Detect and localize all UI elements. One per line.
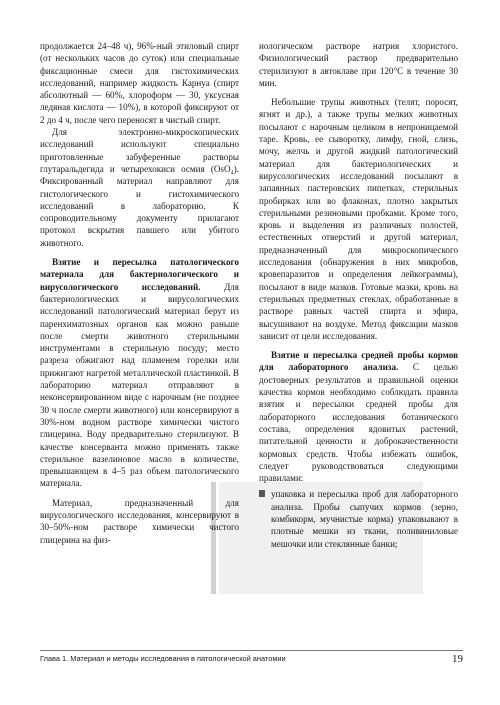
right-column <box>259 40 458 550</box>
left-column <box>40 40 239 546</box>
page-number: 19 <box>452 653 463 665</box>
page-footer <box>40 650 463 663</box>
list-item-text: упаковка и пересылка проб для лабораторного анализа. Пробы сыпучих кормов (зерно, комбикорм, мучнистые корма) упаковывают в плотные мешки из ткани, поливиниловые мешочки или стеклянные банки; <box>271 489 458 549</box>
right-section <box>259 349 458 484</box>
list-item <box>259 488 458 549</box>
section-text-feed: С целью достоверных результатов и правильной оценки качества кормов необходимо соблюдать правила взятия и пересылки средней пробы для лабораторного исследования ботанического состава, определения ядовитых растений, питательной ценности и доброкачественности кормовых средств. Чтобы избежать ошибок, следует руководствоваться следующими правилами: <box>259 362 458 484</box>
right-paragraph-2: Небольшие трупы животных (телят, поросят, ягнят и др.), а также трупы мелких животных посылают с нарочным целиком в непроницаемой таре. Кровь, ее сыворотку, лимфу, гной, слизь, мочу, желчь и другой жидкий патологический материал для бактериологических и вирусологических исследований посылают в запаянных пастеровских пипетках, стерильных пробирках или во флаконах, плотно закрытых стерильными резиновыми пробками. Кроме того, кровь и выделения из различных полостей, естественных отверстий и другой материал, предназначенный для микроскопического исследования (обнаружения в них микробов, кровепаразитов и определения лейкограммы), посылают в виде мазков. Готовые мазки, кровь на стерильных предметных стеклах, обработанные в растворе равных частей спирта и эфира, высушивают на воздухе. Метод фиксации мазков зависит от цели исследования. <box>259 97 458 341</box>
page-body <box>40 40 463 640</box>
left-paragraph-2: Для электронно-микроскопических исследований используют специально приготовленные забуференные растворы глутаральдегида и четырехокиси осмия (OsO₄). Фиксированный материал направляют для гистологического и гистохимического исследований в лабораторию. К сопроводительному документу прилагают протокол вскрытия павшего или убитого животного. <box>40 127 239 248</box>
right-paragraph-1: иологическом растворе натрия хлористого. Физиологический раствор предварительно стерилизуют в автоклаве при 120°С в течение 30 мин. <box>259 41 458 88</box>
section-heading-feed: Взятие и пересылка средней пробы кормов для лабораторного анализа. <box>259 350 458 373</box>
section-text-bacteriology: Для бактериологических и вирусологических исследований патологический материал берут из паренхиматозных органов как можно раньше после смерти животного стерильными инструментами в стерильную посуду; место разреза обжигают над пламенем горелки или прижигают нагретой металлической пластинкой. В лабораторию материал отправляют в неконсервированном виде с нарочным (не позднее 30 ч после смерти животного) или консервируют в 30%-ном водном растворе химически чистого глицерина. Воду предварительно стерилизуют. В качестве консерванта можно применять также стерильное вазелиновое масло в количестве, превышающем в 4–5 раз объем патологического материала. <box>40 281 239 489</box>
chapter-title: Глава 1. Материал и методы исследования в патологической анатомии <box>40 654 286 663</box>
left-section <box>40 256 239 490</box>
left-paragraph-1: продолжается 24–48 ч), 96%-ный этиловый спирт (от нескольких часов до суток) или специальные фиксационные смеси для гистохимических исследований, например жидкость Карнуа (спирт абсолютный — 60%, хлороформ — 30, уксусная ледяная кислота — 10%), в которой фиксируют от 2 до 4 ч, после чего переносят в чистый спирт. <box>40 41 239 125</box>
section-heading-bacteriology: Взятие и пересылка патологического материала для бактериологического и вирусологического исследований. <box>40 257 239 292</box>
square-bullet-icon <box>259 490 265 497</box>
left-paragraph-3: Материал, предназначенный для вирусологического исследования, консервируют в 30–50%-ном растворе химически чистого глицерина на физ- <box>40 497 239 545</box>
